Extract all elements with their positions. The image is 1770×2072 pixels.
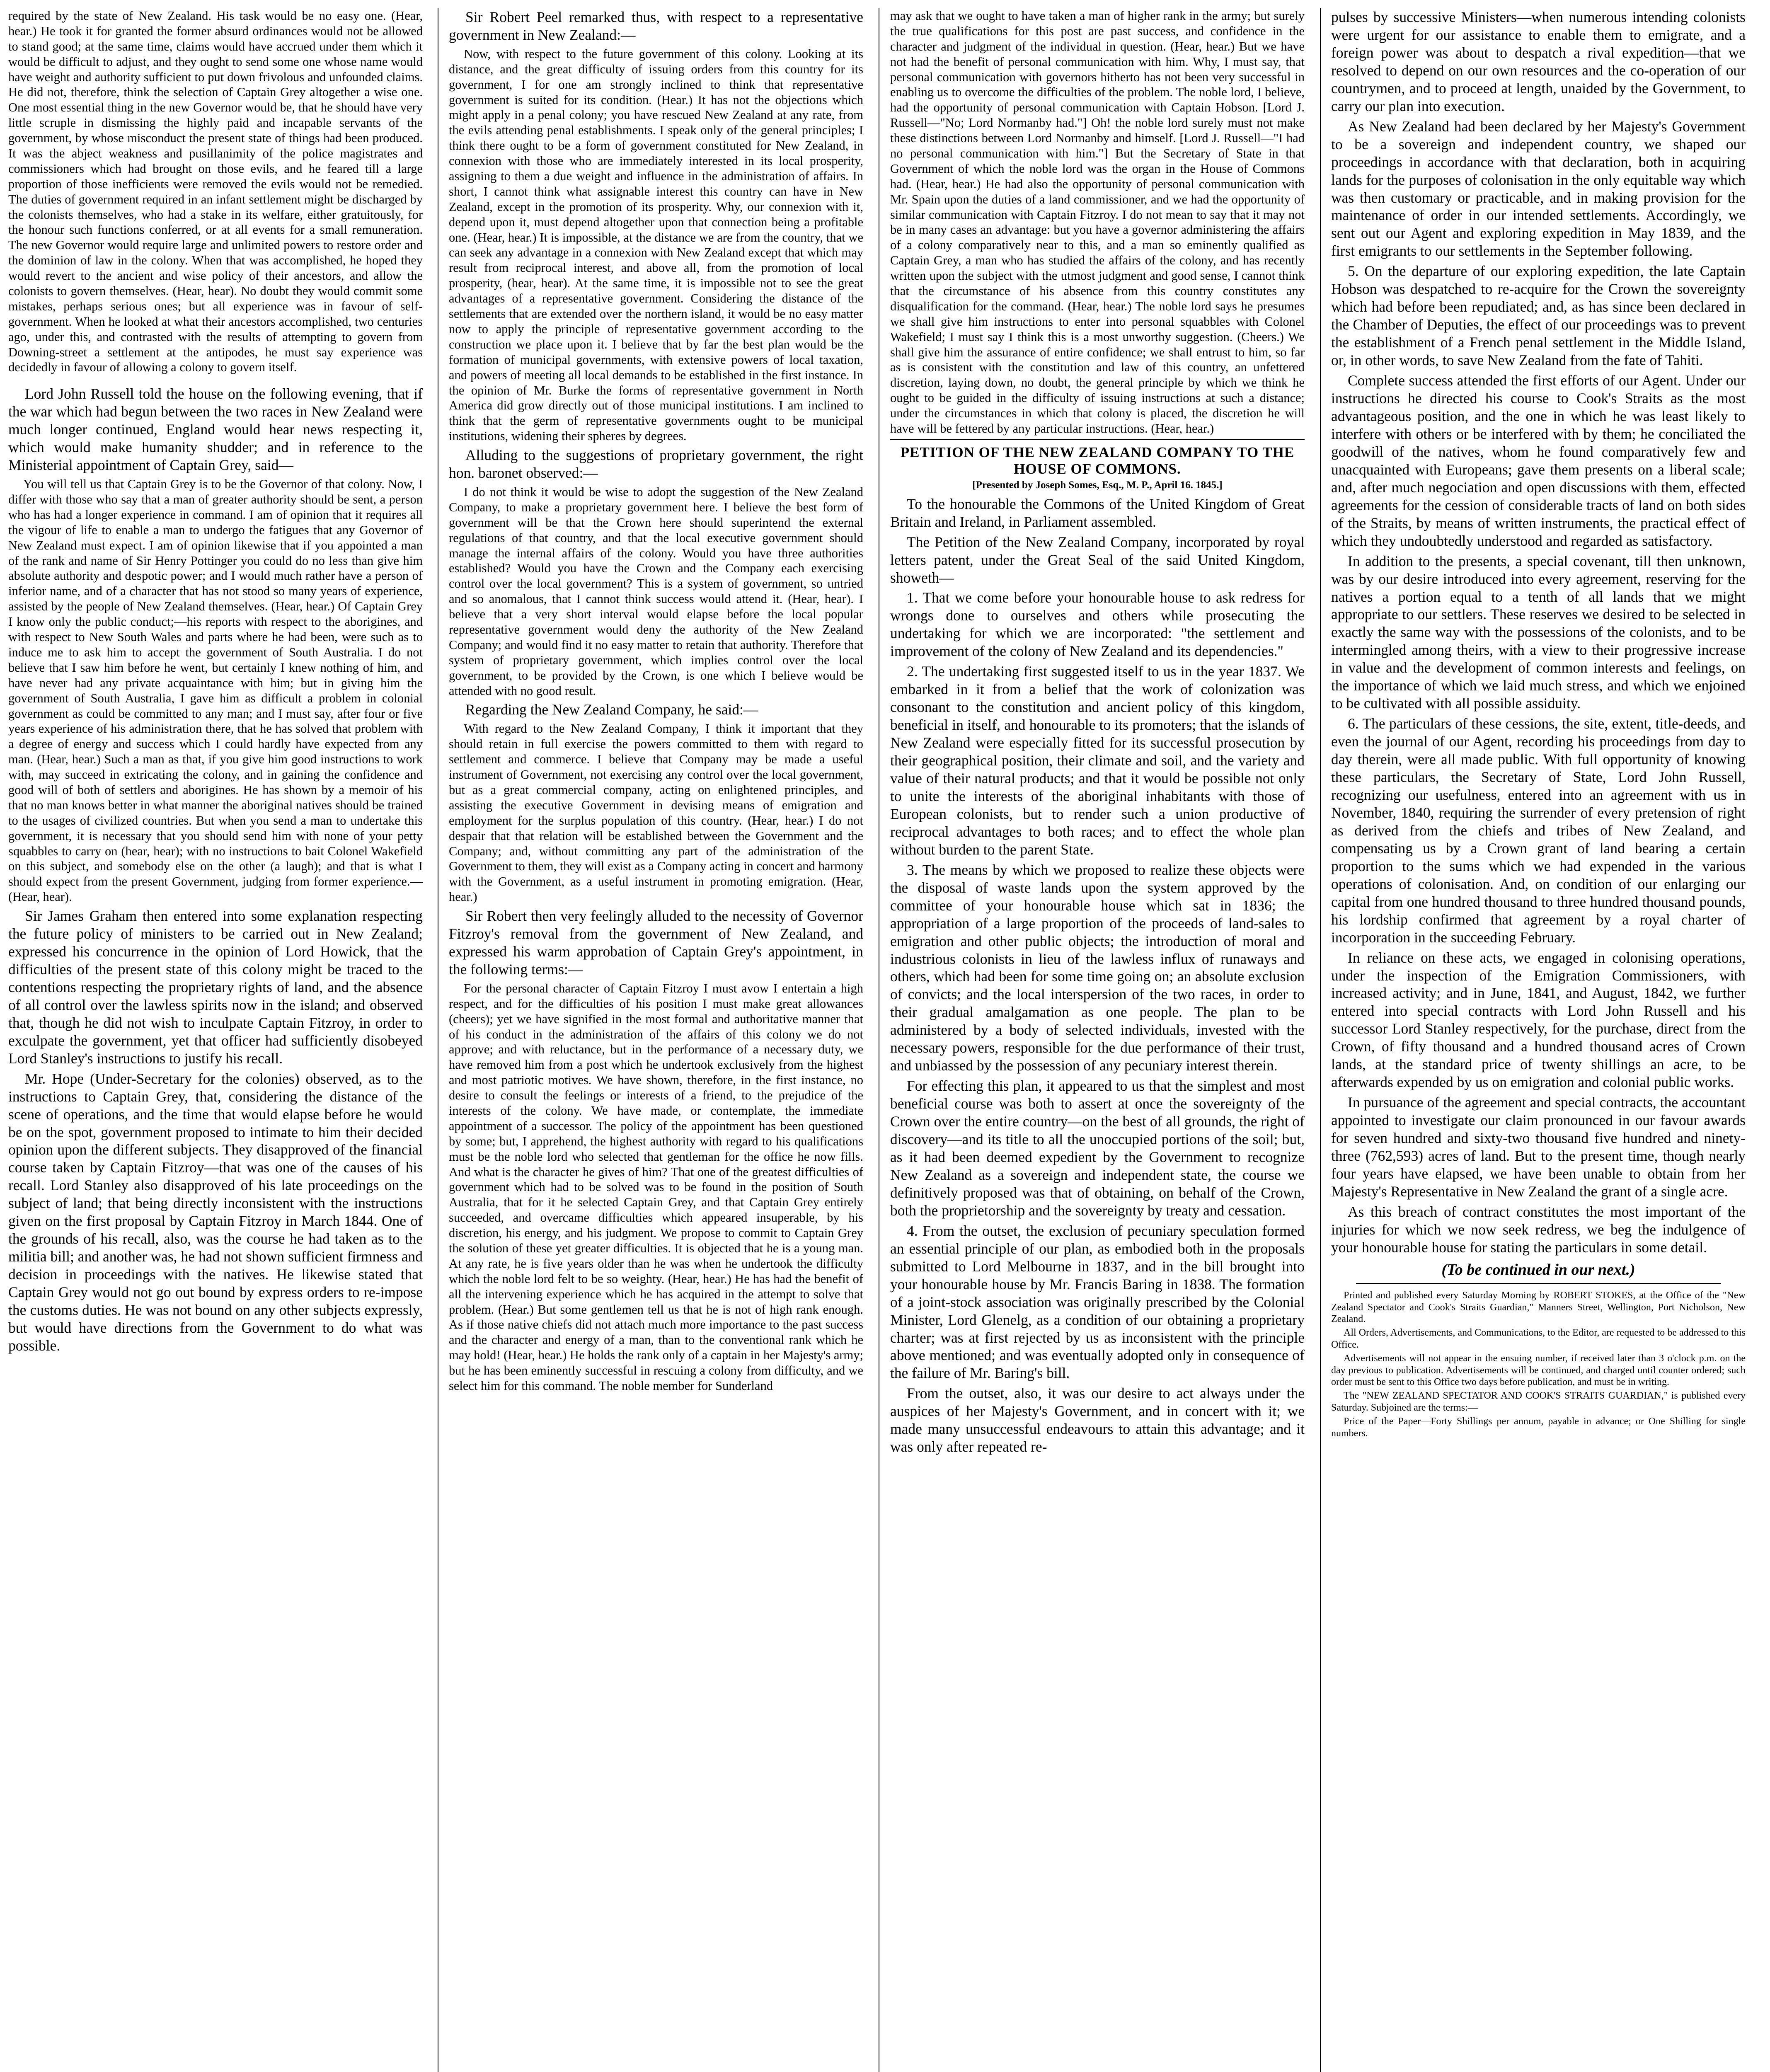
publisher-imprint xyxy=(1331,1290,1746,1440)
paragraph: Regarding the New Zealand Company, he said:— xyxy=(465,701,758,718)
divider xyxy=(890,439,1305,440)
paragraph: Sir Robert Peel remarked thus, with respect to a representative government in New Zealand:— xyxy=(449,9,863,43)
paragraph: In addition to the presents, a special covenant, till then unknown, was by our desire introduced into every agreement, reserving for the natives a portion equal to a tenth of all lands that we might appropriate to our settlers. These reserves we desired to be selected in exactly the same way with the possessions of the colonists, and to be intermingled among theirs, with a view to their progressive increase in value and the development of common interests and feelings, on the importance of which we laid much stress, and which we enjoined to be cultivated with all possible assiduity. xyxy=(1331,552,1746,712)
continued-notice: (To be continued in our next.) xyxy=(1441,1261,1635,1278)
paragraph: 6. The particulars of these cessions, the site, extent, title-deeds, and even the journal of our Agent, recording his proceedings from day to day therein, were all made public. With full opportunity of knowing these particulars, the Secretary of State, Lord John Russell, recognizing our usefulness, entered into an agreement with us in November, 1840, requiring the surrender of every pretension of right as derived from the chiefs and tribes of New Zealand, and compensating us by a Crown grant of land bearing a certain proportion to the sums which we had expended in the various operations of colonisation. And, on condition of our enlarging our capital from one hundred thousand to three hundred thousand pounds, his lordship confirmed that agreement by a royal charter of incorporation in the succeeding February. xyxy=(1331,715,1746,946)
paragraph: pulses by successive Ministers—when numerous intending colonists were urgent for our assistance to enable them to emigrate, and a foreign power was about to despatch a rival expedition—that we resolved to depend on our own resources and the co-operation of our countrymen, and to proceed at length, unaided by the Government, to carry our plan into execution. xyxy=(1331,9,1746,114)
paragraph: Lord John Russell told the house on the following evening, that if the war which had begun between the two races in New Zealand were much longer continued, England would hear news respecting it, which would make humanity shudder; and in reference to the Ministerial appointment of Captain Grey, said— xyxy=(8,385,423,474)
paragraph: For effecting this plan, it appeared to us that the simplest and most beneficial course was both to assert at once the sovereignty of the Crown over the entire country—on the best of all grounds, the right of discovery—and its title to all the unoccupied portions of the soil; but, as it had been deemed expedient by the Government to recognize New Zealand as a sovereign and independent state, the course we definitively proposed was that of obtaining, on behalf of the Crown, both the proprietorship and the sovereignty by treaty and cessation. xyxy=(890,1077,1305,1219)
article-headline: PETITION OF THE NEW ZEALAND COMPANY TO THE HOUSE OF COMMONS. xyxy=(900,444,1295,477)
article-subheading: [Presented by Joseph Somes, Esq., M. P., April 16. 1845.] xyxy=(972,479,1223,491)
spacer xyxy=(8,378,423,385)
paragraph: The Petition of the New Zealand Company, incorporated by royal letters patent, under the Great Seal of the said United Kingdom, showeth— xyxy=(890,533,1305,586)
divider xyxy=(1356,1283,1721,1284)
imprint-paragraph: Advertisements will not appear in the ensuing number, if received later than 3 o'clock p.m. on the day previous to publication. Advertisements will be continued, and charged until counter ordered; such order must be sent to this Office two days before publication, and must be in writing. xyxy=(1331,1353,1746,1388)
quoted-speech-paragraph: With regard to the New Zealand Company, I think it important that they should retain in full exercise the powers committed to them with regard to settlement and commerce. I believe that Company may be made a useful instrument of Government, not exercising any control over the local government, but as a great commercial company, acting on enlightened principles, and assisting the executive Government in devising means of emigration and employment for the surplus population of this country. (Hear, hear.) I do not despair that that relation will be established between the Government and the Company; and, without committing any part of the administration of the Government to them, they will exist as a Company acting in concert and harmony with the Government, as a useful instrument in promoting emigration. (Hear, hear.) xyxy=(449,721,863,904)
paragraph: From the outset, also, it was our desire to act always under the auspices of her Majesty's Government, and in concert with it; we made many unsuccessful endeavours to attain this advantage; and it was only after repeated re- xyxy=(890,1385,1305,1455)
paragraph: In reliance on these acts, we engaged in colonising operations, under the inspection of the Emigration Commissioners, with increased activity; and in June, 1841, and August, 1842, we further entered into special contracts with Lord John Russell and his successor Lord Stanley respectively, for the purchase, direct from the Crown, of fifty thousand and a hundred thousand acres of Crown lands, at the standard price of twenty shillings an acre, to be afterwards expended by us on emigration and colonial public works. xyxy=(1331,949,1746,1091)
column-1 xyxy=(8,8,423,2072)
column-2 xyxy=(449,8,863,2072)
column-4 xyxy=(1331,8,1746,2072)
paragraph: In pursuance of the agreement and special contracts, the accountant appointed to investigate our claim pronounced in our favour awards for seven hundred and sixty-two thousand five hundred and ninety-three (762,593) acres of land. But to the present time, though nearly four years have elapsed, we have been unable to obtain from her Majesty's Representative in New Zealand the grant of a single acre. xyxy=(1331,1094,1746,1200)
quoted-speech-paragraph: may ask that we ought to have taken a man of higher rank in the army; but surely the true qualifications for this post are past success, and confidence in the character and judgment of the individual in question. (Hear, hear.) But we have not had the benefit of personal communication with him. Why, I must say, that personal communication with governors hitherto has not been very successful in enabling us to overcome the difficulties of the problem. The noble lord, I believe, had the opportunity of personal communication with Captain Hobson. [Lord J. Russell—"No; Lord Normanby had."] Oh! the noble lord surely must not make these distinctions between Lord Normanby and himself. [Lord J. Russell—"I had no personal communication with him."] But the Secretary of State in that Government of which the noble lord was the organ in the House of Commons had. (Hear, hear.) He had also the opportunity of personal communication with Mr. Spain upon the duties of a land commissioner, and we had the opportunity of similar communication with Captain Fitzroy. I do not mean to say that it may not be in many cases an advantage: but you have a governor administering the affairs of a colony comparatively near to this, and a man so eminently qualified as Captain Grey, a man who has studied the affairs of the colony, and has recently written upon the subject with the utmost judgment and good sense, I cannot think that the circumstance of his absence from this country constitutes any disqualification for the command. (Hear, hear.) The noble lord says he presumes we shall give him instructions to enter into personal squabbles with Colonel Wakefield; I must say I think this is a most unworthy suggestion. (Cheers.) We shall give him the assurance of entire confidence; we shall entrust to him, so far as is consistent with the constitution and law of this country, an unfettered discretion, laying down, no doubt, the general principle by which we think he ought to be guided in the difficulty of issuing instructions at such a distance; under the circumstances in which that colony is placed, the discretion he will have will be fettered by any particular instructions. (Hear, hear.) xyxy=(890,9,1305,436)
quoted-speech-paragraph: I do not think it would be wise to adopt the suggestion of the New Zealand Company, to make a proprietary government here. I believe the best form of government will be that the Crown here should superintend the external regulations of that country, and that the local executive government should manage the internal affairs of the colony. Would you have three authorities established? Would you have the Crown and the Company each exercising control over the local government? This is a system of government, so untried and so anomalous, that I cannot think success would attend it. (Hear, hear). I believe that a very short interval would elapse before the local popular representative government would deny the authority of the New Zealand Company; and would find it no easy matter to retain that authority. Therefore that system of proprietary government, which implies control over the local government, to be provided by the Crown, is one which I believe would be attended with no good result. xyxy=(449,484,863,698)
paragraph: As this breach of contract constitutes the most important of the injuries for which we now seek redress, we beg the indulgence of your honourable house for stating the particulars in some detail. xyxy=(1331,1203,1746,1256)
paragraph: 5. On the departure of our exploring expedition, the late Captain Hobson was despatched to re-acquire for the Crown the sovereignty which had before been repudiated; and, as has since been declared in the Chamber of Deputies, the effect of our proceedings was to prevent the establishment of a French penal settlement in the Middle Island, or, in other words, to save New Zealand from the fate of Tahiti. xyxy=(1331,263,1746,369)
paragraph: 2. The undertaking first suggested itself to us in the year 1837. We embarked in it from a belief that the work of colonization was consonant to the constitution and ancient policy of this kingdom, beneficial in itself, and honourable to its promoters; that the islands of New Zealand were especially fitted for its successful prosecution by their geographical position, their climate and soil, and the variety and value of their natural products; and that it would be possible not only to unite the interests of the aboriginal inhabitants with those of European colonists, but to render such a union productive of reciprocal advantages to both races; and to effect the whole plan without burden to the parent State. xyxy=(890,663,1305,858)
paragraph: To the honourable the Commons of the United Kingdom of Great Britain and Ireland, in Parliament assembled. xyxy=(890,495,1305,530)
imprint-paragraph: Price of the Paper—Forty Shillings per annum, payable in advance; or One Shilling for single numbers. xyxy=(1331,1416,1746,1439)
paragraph: Alluding to the suggestions of proprietary government, the right hon. baronet observed:— xyxy=(449,447,863,482)
imprint-paragraph: All Orders, Advertisements, and Communications, to the Editor, are requested to be addressed to this Office. xyxy=(1331,1327,1746,1350)
paragraph: 4. From the outset, the exclusion of pecuniary speculation formed an essential principle of our plan, as embodied both in the proposals submitted to Lord Melbourne in 1837, and in the bill brought into your honourable house by Mr. Francis Baring in 1838. The formation of a joint-stock association was originally prescribed by the Colonial Minister, Lord Glenelg, as a condition of our obtaining a proprietary charter; was at first rejected by us as inconsistent with the principle above mentioned; and was eventually adopted only in consequence of the failure of Mr. Baring's bill. xyxy=(890,1222,1305,1382)
paragraph: Sir James Graham then entered into some explanation respecting the future policy of ministers to be carried out in New Zealand; expressed his concurrence in the opinion of Lord Howick, that the difficulties of the present state of this colony might be traced to the contentions respecting the proprietary rights of land, and the absence of all control over the lawless spirits now in the island; and observed that, though he did not wish to inculpate Captain Fitzroy, in order to exculpate the government, yet that officer had sufficiently disobeyed Lord Stanley's instructions to justify his recall. xyxy=(8,908,423,1067)
paragraph: required by the state of New Zealand. His task would be no easy one. (Hear, hear.) He took it for granted the former absurd ordinances would not be allowed to stand good; at the same time, claims would have accrued under them which it would be difficult to adjust, and they ought to send some one whose name would have weight and authority sufficient to put down frivolous and unfounded claims. He did not, therefore, think the selection of Captain Grey altogether a wise one. One most essential thing in the new Governor would be, that he should have very little scruple in dismissing the highly paid and incapable servants of the government, by whose misconduct the present state of things had been produced. It was the abject weakness and pusillanimity of the police magistrates and commissioners which had brought on those evils, and he feared till a large proportion of those inefficients were removed the evils would not be remedied. The duties of government required in an infant settlement might be discharged by the colonists themselves, who had a stake in its welfare, either gratuitously, for the honour such functions conferred, or at all events for a small remuneration. The new Governor would require large and unlimited powers to restore order and the dominion of law in the colony. When that was accomplished, he hoped they would revert to the ancient and wise policy of their ancestors, and allow the colonists to govern themselves. (Hear, hear). No doubt they would commit some mistakes, perhaps serious ones; but all experience was in favour of self-government. When he looked at what their ancestors accomplished, two centuries ago, under this, and contrasted with the results of attempting to govern from Downing-street a settlement at the antipodes, he must say experience was decidedly in favour of allowing a colony to govern itself. xyxy=(8,9,423,375)
paragraph: Complete success attended the first efforts of our Agent. Under our instructions he directed his course to Cook's Straits as the most advantageous position, and the one in which he was least likely to interfere with others or be interfered with by them; he conciliated the goodwill of the natives, whom he found comparatively few and unacquainted with Europeans; gave them presents on a liberal scale; and, after much negociation and open discussions with them, effected agreements for the cession of considerable tracts of land on both sides of the Straits, by means of written instruments, the practical effect of which they undoubtedly understood and regarded as satisfactory. xyxy=(1331,372,1746,549)
quoted-speech-paragraph: For the personal character of Captain Fitzroy I must avow I entertain a high respect, and for the difficulties of his position I must make great allowances (cheers); yet we have signified in the most formal and authoritative manner that of his conduct in the administration of the affairs of this colony we do not approve; and with reluctance, but in the performance of a necessary duty, we have removed him from a post which he undertook exclusively from the highest and most patriotic motives. We have shown, therefore, in the first instance, no desire to consult the feelings or interests of a friend, to the prejudice of the interests of the colony. We have made, or contemplate, the immediate appointment of a successor. The policy of the appointment has been questioned by some; but, I apprehend, the highest authority with regard to his qualifications must be the noble lord who selected that gentleman for the office he now fills. And what is the character he gives of him? That one of the greatest difficulties of government which had to be solved was to be found in the position of South Australia, that for it he selected Captain Grey, and that Captain Grey entirely succeeded, and overcame difficulties which appeared insuperable, by his discretion, his energy, and his judgment. We propose to commit to Captain Grey the solution of these yet greater difficulties. It is objected that he is a young man. At any rate, he is five years older than he was when he undertook the difficulty which the noble lord felt to be so weighty. (Hear, hear.) He has had the benefit of all the intervening experience which he has acquired in the attempt to solve that problem. (Hear.) But some gentlemen tell us that he is not of high rank enough. As if those native chiefs did not attach much more importance to the past success and the character and energy of a man, than to the conventional rank which he may hold! (Hear, hear.) He holds the rank only of a captain in her Majesty's army; but he has been eminently successful in rescuing a colony from difficulty, and we select him for this command. The noble member for Sunderland xyxy=(449,981,863,1393)
quoted-speech-paragraph: You will tell us that Captain Grey is to be the Governor of that colony. Now, I differ with those who say that a man of greater authority should be sent, a person who has had a longer experience in command. I am of opinion that it requires all the vigour of life to enable a man to undergo the fatigues that any Governor of New Zealand must expect. I am of opinion likewise that if you appointed a man of the rank and name of Sir Henry Pottinger you could do no less than give him absolute authority and despotic power; and I would much rather have a person of inferior name, and of a character that has not stood so many years of experience, assisted by the people of New Zealand themselves. (Hear, hear.) Of Captain Grey I know only the public conduct;—his reports with respect to the aborigines, and with respect to New South Wales and parts where he had been, were such as to induce me to ask him to accept the government of South Australia. I do not believe that I saw him before he went, but certainly I knew nothing of him, and have never had any private acquaintance with him; but in giving him the government of South Australia, I gave him as difficult a problem in colonial government as could be committed to any man; and I must say, after four or five years experience of his administration there, that he has solved that problem with a degree of energy and success which I could hardly have expected from any man. (Hear, hear.) Such a man as that, if you give him good instructions to work with, may succeed in extricating the colony, and in gaining the confidence and good will of both of settlers and aborigines. He has shown by a memoir of his that no man knows better in what manner the aboriginal natives should be trained to the usages of civilized countries. But when you send a man to undertake this government, it is necessary that you should send him with none of your petty squabbles to carry on (hear, hear); with no instructions to bait Colonel Wakefield on this subject, and somebody else on the other (a laugh); and that is what I should expect from the present Government, judging from former experience.—(Hear, hear). xyxy=(8,477,423,904)
paragraph: Mr. Hope (Under-Secretary for the colonies) observed, as to the instructions to Captain Grey, that, considering the distance of the scene of operations, and the time that would elapse before he would be on the spot, government proposed to intimate to him their decided opinion upon the different subjects. They disapproved of the financial course taken by Captain Fitzroy—that was one of the causes of his recall. Lord Stanley also disapproved of his late proceedings on the subject of land; that being directly inconsistent with the instructions given on the first proposal by Captain Fitzroy in March 1844. One of the grounds of his recall, also, was the course he had taken as to the militia bill; and another was, he had not shown sufficient firmness and decision in proceedings with the natives. He likewise stated that Captain Grey would not go out bound by express orders to re-impose the customs duties. He was not bound on any other subjects expressly, but would have directions from the Government to do what was possible. xyxy=(8,1070,423,1354)
paragraph: As New Zealand had been declared by her Majesty's Government to be a sovereign and independent country, we shaped our proceedings in accordance with that declaration, both in acquiring lands for the purposes of colonisation in the only equitable way which was then customary or practicable, and in making provision for the maintenance of order in our intended settlements. Accordingly, we sent out our Agent and exploring expedition in May 1839, and the first emigrants to our settlements in the September following. xyxy=(1331,118,1746,259)
paragraph: 1. That we come before your honourable house to ask redress for wrongs done to ourselves and others while prosecuting the undertaking for which we are incorporated: "the settlement and improvement of the colony of New Zealand and its dependencies." xyxy=(890,589,1305,660)
column-3 xyxy=(890,8,1305,2072)
paragraph: 3. The means by which we proposed to realize these objects were the disposal of waste lands upon the system approved by the committee of your honourable house which sat in 1836; the appropriation of a large proportion of the proceeds of land-sales to emigration and other public objects; the introduction of moral and industrious colonists in lieu of the lawless influx of runaways and others, which had been for some time going on; an absolute exclusion of convicts; and the local interspersion of the two races, in order to their gradual amalgamation as one people. The plan to be administered by a body of selected individuals, invested with the necessary powers, responsible for the due performance of their trust, and unbiassed by the possession of any pecuniary interest therein. xyxy=(890,861,1305,1074)
paragraph: Sir Robert then very feelingly alluded to the necessity of Governor Fitzroy's removal from the government of New Zealand, and expressed his warm approbation of Captain Grey's appointment, in the following terms:— xyxy=(449,908,863,978)
imprint-paragraph: The "NEW ZEALAND SPECTATOR AND COOK'S STRAITS GUARDIAN," is published every Saturday. Subjoined are the terms:— xyxy=(1331,1390,1746,1413)
column-rule xyxy=(1320,8,1321,2072)
imprint-paragraph: Printed and published every Saturday Morning by ROBERT STOKES, at the Office of the "New Zealand Spectator and Cook's Straits Guardian," Manners Street, Wellington, Port Nicholson, New Zealand. xyxy=(1331,1290,1746,1325)
quoted-speech-paragraph: Now, with respect to the future government of this colony. Looking at its distance, and the great difficulty of issuing orders from this country for its government, I for one am strongly inclined to think that representative government is suited for its condition. (Hear.) It has not the objections which might apply in a penal colony; you have rescued New Zealand at any rate, from the evils attending penal establishments. I speak only of the general principles; I think there ought to be a form of government constituted for New Zealand, in connexion with those who are immediately interested in its local prosperity, assigning to them a due weight and influence in the administration of affairs. In short, I cannot think what assignable interest this country can have in New Zealand, except in the promotion of its prosperity. Why, our connexion with it, depend upon it, must depend altogether upon that connection being a profitable one. (Hear, hear.) It is impossible, at the distance we are from the country, that we can seek any advantage in a connexion with New Zealand except that which may result from reciprocal interest, and above all, from the promotion of local prosperity, (hear, hear). At the same time, it is impossible not to see the great advantages of a representative government. Considering the distance of the settlements that are extended over the northern island, it would be no easy matter now to apply the principle of representative government according to the construction we place upon it. I believe that by far the best plan would be the formation of municipal governments, with extensive powers of local taxation, and powers of meeting all local demands to be established in the first instance. In the opinion of Mr. Burke the forms of representative government in North America did grow directly out of those municipal institutions. I am inclined to think that the germ of representative governments ought to be municipal institutions, widening their spheres by degrees. xyxy=(449,46,863,443)
